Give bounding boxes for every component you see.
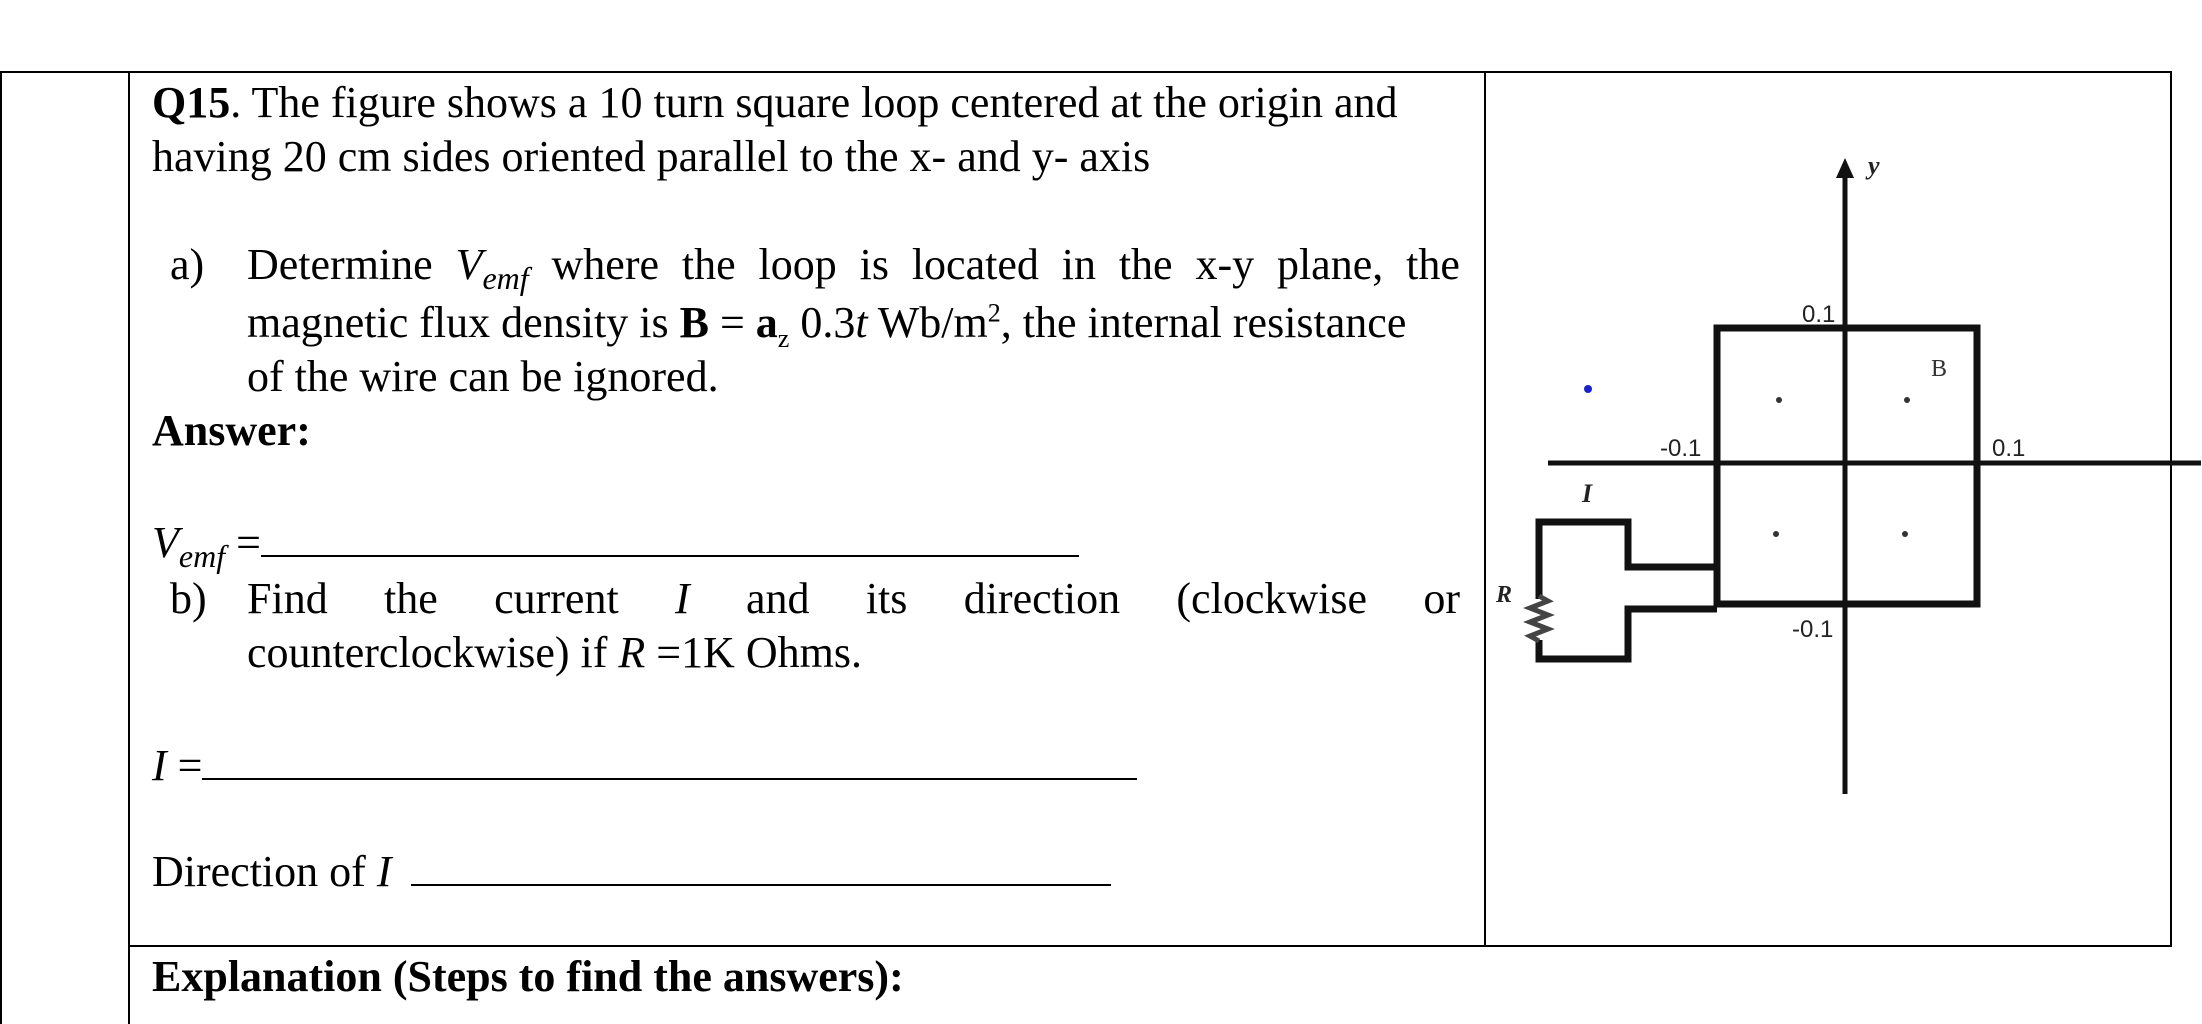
part-a-word: in: [1061, 240, 1096, 289]
question-line-1: [152, 76, 1398, 130]
part-a-word: the: [1118, 240, 1173, 289]
upper-lead: [1539, 522, 1717, 599]
part-b-label: b): [170, 574, 207, 623]
part-a-label: a): [170, 240, 205, 289]
question-line-2: [152, 130, 1150, 184]
current-label: I: [1582, 479, 1593, 508]
table-top-border: [0, 71, 2172, 73]
question-number: Q15: [152, 78, 231, 127]
part-b-word: direction: [963, 574, 1121, 623]
table-column-divider: [128, 71, 130, 1024]
part-a-word: x-y: [1195, 240, 1255, 289]
part-b-word: the: [384, 574, 438, 623]
a-unit-vector: a: [755, 298, 778, 347]
b-field-label: B: [1931, 356, 1948, 382]
part-a-word: is: [859, 240, 889, 289]
field-dot: [1902, 531, 1908, 537]
lower-lead: [1539, 609, 1717, 659]
part-a-line-3: of the wire can be ignored.: [247, 352, 719, 401]
explanation-heading: Explanation (Steps to find the answers):: [152, 952, 904, 1001]
y-axis-label: y: [1868, 151, 1880, 180]
b-vector: B: [679, 298, 709, 347]
blue-dot: [1584, 385, 1592, 393]
resistor-label: R: [1496, 582, 1513, 608]
resistor: [1530, 596, 1548, 641]
part-b-word: or: [1423, 574, 1460, 623]
vemf-answer-line: $V_{emf}$ =: [152, 511, 1079, 573]
table-left-border: [0, 71, 2, 1024]
part-a-word: loop: [758, 240, 837, 289]
part-a-flux-text: magnetic flux density is: [247, 298, 680, 347]
vemf-answer-blank[interactable]: [261, 511, 1079, 557]
bottom-tick-label: -0.1: [1792, 616, 1834, 643]
field-dot: [1773, 531, 1779, 537]
part-a-word: the: [1406, 240, 1460, 289]
y-axis-arrow: [1836, 158, 1854, 178]
table-row-divider: [128, 945, 2172, 947]
field-dot: [1904, 397, 1910, 403]
answer-label: Answer:: [152, 406, 311, 455]
question-intro-2: having 20 cm sides oriented parallel to the x- and y- axis: [152, 132, 1151, 181]
part-b-word: current: [494, 574, 619, 623]
direction-answer-line: Direction of I: [152, 840, 1111, 899]
direction-answer-blank[interactable]: [411, 840, 1111, 886]
part-b-line-1: [247, 572, 1460, 626]
part-a-line-2: magnetic flux density is $B = a_z$ 0.3t $Wb/m^2$, the internal resistance: [247, 298, 1407, 353]
part-a-word: where: [551, 240, 660, 289]
part-a-determine: Determine: [247, 240, 433, 289]
part-b-word: and: [745, 574, 810, 623]
part-b-word: Find: [247, 574, 328, 623]
i-answer-blank[interactable]: [202, 734, 1137, 780]
question-intro-1: . The figure shows a 10 turn square loop centered at the origin and: [230, 78, 1398, 127]
top-tick-label: 0.1: [1802, 301, 1836, 328]
field-dot: [1776, 397, 1782, 403]
i-answer-line: I =: [152, 734, 1137, 793]
part-b-current-symbol: I: [675, 574, 690, 623]
left-tick-label: -0.1: [1660, 435, 1702, 462]
part-b-word: its: [865, 574, 908, 623]
loop-figure: [1486, 74, 2201, 944]
part-a-word: located: [911, 240, 1039, 289]
part-a-line-1: [247, 238, 1460, 295]
part-b-word: (clockwise: [1176, 574, 1367, 623]
right-tick-label: 0.1: [1992, 435, 2026, 462]
part-a-vemf: $V_{emf}$: [455, 240, 529, 296]
part-a-word: the: [681, 240, 736, 289]
part-a-word: plane,: [1276, 240, 1384, 289]
part-b-line-2: counterclockwise) if R =1K Ohms.: [247, 628, 863, 677]
